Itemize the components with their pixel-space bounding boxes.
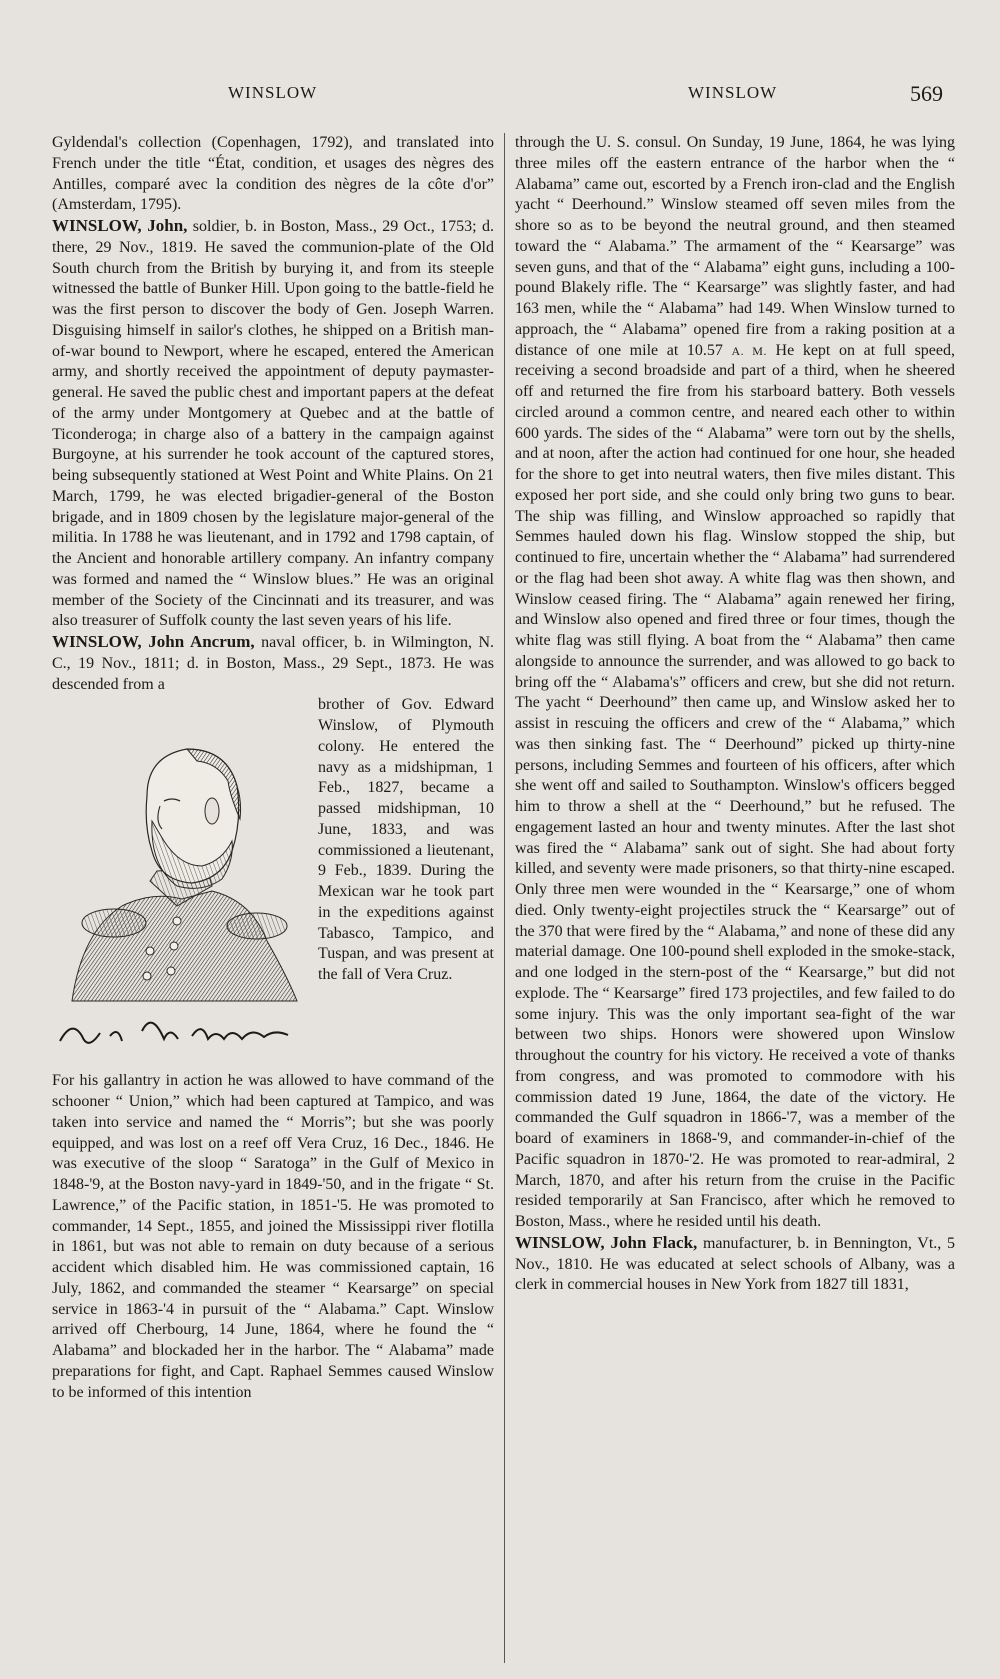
running-head [50,83,960,113]
left-column [52,133,494,1403]
entry-john-flack-winslow [515,1233,955,1296]
entry-continuation [515,133,955,1233]
signature-text: Jno. A. Winslow [132,1066,139,1068]
entry-text-part-a: through the U. S. consul. On Sunday, 19 June, 1864, he was lying three miles off the eastern entrance of the harbor when the “ Alabama” came out, escorted by a French iron-clad and the English yacht “ Deerhound.” Winslow steamed off seven miles from the shore so as to be beyond the neutral ground, and then steamed toward the “ Alabama.” The armament of the “ Kearsarge” was seven guns, and that of the “ Alabama” eight guns, including a 100-pound Blakely rifle. The “ Kearsarge” was slightly faster, and had 163 men, while the “ Alabama” had 149. When Winslow turned to approach, the “ Alabama” opened fire from a raking position at a distance of one mile at 10.57 [515,134,955,359]
entry-headword: WINSLOW, John Ancrum, [52,632,255,651]
column-divider [504,133,505,1663]
portrait-illustration [52,701,310,1071]
portrait-engraving [52,701,310,1071]
time-abbreviation: A. M. [731,343,767,358]
entry-text: manufacturer, b. in Bennington, Vt., 5 Nov., 1810. He was educated at select schools of Albany, was a clerk in commercial houses in New York from 1827 till 1831, [515,1234,955,1294]
paragraph-continuation: Gyldendal's collection (Copenhagen, 1792), and translated into French under the title “État, condition, et usages des nègres des Antilles, comparé avec la condition des nègres de la côte d'or” (Amsterdam, 1795). [52,134,494,214]
entry-wrapped-text: brother of Gov. Edward Winslow, of Plymouth colony. He entered the navy as a midshipman, 1 Feb., 1827, became a passed midshipman, 10 June, 1833, and was commissioned a lieutenant, 9 Feb., 1839. During the Mexican war he took part in the expeditions against Tabasco, Tampico, and Tuspan, and was present at the fall of Vera Cruz. [318,696,494,983]
page-number: 569 [910,81,943,106]
entry-text: soldier, b. in Boston, Mass., 29 Oct., 1753; d. there, 29 Nov., 1819. He saved the communion-plate of the Old South church from the British by burying it, and from its steeple witnessed the battle of Bunker Hill. Upon going to the battle-field he was the first person to discover the body of Gen. Joseph Warren. Disguising himself in sailor's clothes, he shipped on a British man-of-war bound to Newport, where he escaped, entered the American army, and shortly received the appointment of deputy paymaster-general. He saved the public chest and important papers at the defeat of the army under Montgomery at Quebec and at the battle of Ticonderoga; in charge also of a battery in the campaign against Burgoyne, at his surrender he took account of the captured stores, being subsequently stationed at West Point and White Plains. On 21 March, 1799, he was elected brigadier-general of the Boston brigade, and in 1809 chosen by the legislature major-general of the militia. In 1788 he was lieutenant, and in 1792 and 1798 captain, of the Ancient and honorable artillery company. An infantry company was formed and named the “ Winslow blues.” He was an original member of the Society of the Cincinnati and its treasurer, and was also treasurer of Suffolk county the last seven years of his life. [52,218,494,630]
right-column [515,133,955,1296]
entry-text-part-b: He kept on at full speed, receiving a second broadside and part of a third, when he sheered off and returned the fire from his starboard battery. Both vessels circled around a common centre, and neared each other to within 600 yards. The sides of the “ Alabama” were torn out by the shells, and at noon, after the action had continued for one hour, she headed for the shore to get into neutral waters, then five miles distant. This exposed her port side, and she could only bring two guns to bear. The ship was filling, and Winslow approached so rapidly that Semmes hauled down his flag. Winslow stopped the ship, but continued to fire, uncertain whether the “ Alabama” had surrendered or the flag had been shot away. A white flag was then shown, and Winslow ceased firing. The “ Alabama” again renewed her firing, and Winslow also opened and fired three or four times, though the white flag was still flying. A boat from the “ Alabama” then came alongside to announce the surrender, and was allowed to go back to bring off the “ Alabama's” officers and crew, but she did not return. The yacht “ Deerhound” then came up, and Winslow asked her to assist in rescuing the officers and crew of the “ Alabama,” which was then sinking fast. The “ Deerhound” picked up thirty-nine persons, including Semmes and fourteen of his officers, after which she went off and sailed to Southampton. Winslow's officers begged him to throw a shell at the “ Deerhound,” but he refused. The engagement lasted an hour and twenty minutes. After the last shot was fired the “ Alabama” sank out of sight. She had about forty killed, and seventy were made prisoners, so that thirty-nine escaped. Only three men were wounded in the “ Kearsarge,” one of whom died. Only twenty-eight projectiles struck the “ Kearsarge” out of the 370 that were fired by the “ Alabama,” and none of these did any material damage. One 100-pound shell exploded in the smoke-stack, and one lodged in the stern-post of the “ Kearsarge,” but did not explode. The “ Kearsarge” fired 173 projectiles, and few failed to do some injury. This was the only important sea-fight of the war between two ships. Honors were showered upon Winslow throughout the country for his victory. He received a vote of thanks from congress, and was promoted to commodore with his commission dated 19 June, 1864, the date of the victory. He commanded the Gulf squadron in 1866-'7, was a member of the board of examiners in 1868-'9, and commander-in-chief of the Pacific squadron in 1870-'2. He was promoted to rear-admiral, 2 March, 1870, and after his return from the cruise in the Pacific resided temporarily at San Francisco, after which he removed to Boston, Mass., where he resided until his death. [515,341,956,1230]
entry-john-winslow-soldier [52,216,494,632]
entry-headword: WINSLOW, John Flack, [515,1232,698,1252]
entry-john-ancrum-winslow [52,632,494,695]
running-head-right: WINSLOW [688,83,778,102]
entry-intro: naval officer, b. in Wilmington, N. C., 19 Nov., 1811; d. in Boston, Mass., 29 Sept., 1873. He was descended from a [52,634,495,693]
running-head-left: WINSLOW [228,83,318,102]
entry-wrap-block [52,695,494,1403]
entry-headword: WINSLOW, John, [52,216,188,235]
entry-continued-text: For his gallantry in action he was allowed to have command of the schooner “ Union,” which had been captured at Tampico, and was taken into service and named the “ Morris”; but she was poorly equipped, and was lost on a reef off Vera Cruz, 16 Dec., 1846. He was executive of the sloop “ Saratoga” in the Gulf of Mexico in 1848-'9, at the Boston navy-yard in 1849-'50, and in the frigate “ St. Lawrence,” of the Pacific station, in 1851-'5. He was promoted to commander, 14 Sept., 1855, and joined the Mississippi river flotilla in 1861, but was not able to remain on duty because of a serious accident which disabled him. He was commissioned captain, 16 July, 1862, and commanded the steamer “ Kearsarge” on special service in 1863-'4 in pursuit of the “ Alabama.” Capt. Winslow arrived off Cherbourg, 14 June, 1864, where he found the “ Alabama” and blockaded her in the harbor. The “ Alabama” made preparations for fight, and Capt. Raphael Semmes caused Winslow to be informed of this intention [52,1072,494,1401]
